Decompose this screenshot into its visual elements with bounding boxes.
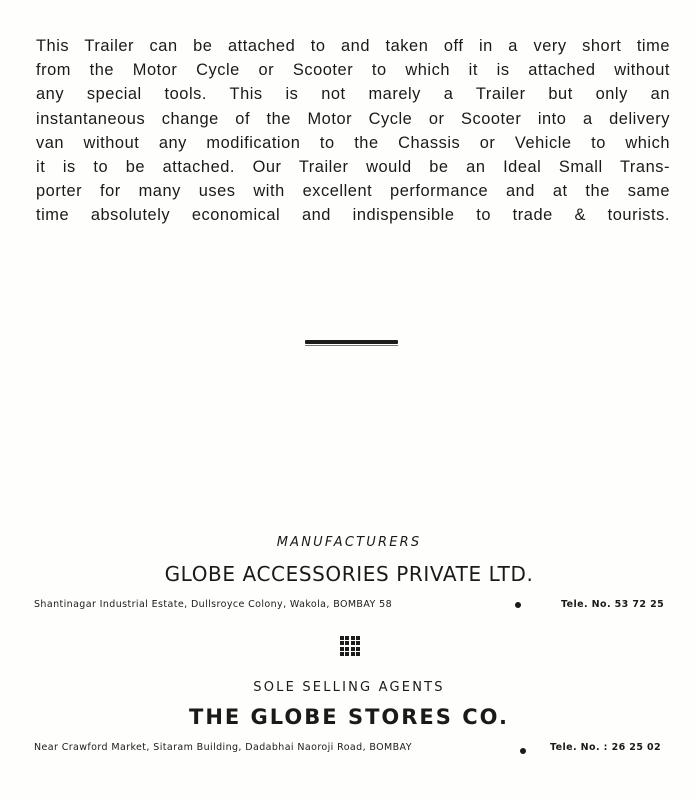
manufacturer-name: GLOBE ACCESSORIES PRIVATE LTD. xyxy=(164,562,534,586)
agent-address: Near Crawford Market, Sitaram Building, Dadabhai Naoroji Road, BOMBAY xyxy=(34,742,412,753)
manufacturer-phone: Tele. No. 53 72 25 xyxy=(561,599,665,610)
agent-phone: Tele. No. : 26 25 02 xyxy=(550,742,662,753)
bullet-dot xyxy=(515,602,521,608)
paragraph-line: any special tools. This is not marely a Trailer but only an xyxy=(36,85,670,104)
paragraph-line: from the Motor Cycle or Scooter to which it is attached without xyxy=(36,61,670,80)
paragraph-line: This Trailer can be attached to and taken off in a very short time xyxy=(36,37,670,55)
agent-name: THE GLOBE STORES CO. xyxy=(189,705,509,729)
paragraph-line: time absolutely economical and indispensible to trade & tourists. xyxy=(36,206,670,225)
grid-ornament-icon xyxy=(340,636,360,656)
section-divider xyxy=(305,340,398,344)
paragraph-line: it is to be attached. Our Trailer would be an Ideal Small Trans- xyxy=(36,158,670,177)
bullet-dot xyxy=(520,748,526,754)
section-divider-underline xyxy=(305,345,398,346)
paragraph-line: porter for many uses with excellent performance and at the same xyxy=(36,182,670,201)
manufacturer-address: Shantinagar Industrial Estate, Dullsroyce Colony, Wakola, BOMBAY 58 xyxy=(34,599,393,610)
paragraph-line: van without any modification to the Chassis or Vehicle to which xyxy=(36,133,670,152)
description-paragraph xyxy=(36,34,670,228)
agents-heading: SOLE SELLING AGENTS xyxy=(253,680,445,695)
paragraph-line: instantaneous change of the Motor Cycle or Scooter into a delivery xyxy=(36,109,670,128)
manufacturers-heading: MANUFACTURERS xyxy=(276,535,422,550)
